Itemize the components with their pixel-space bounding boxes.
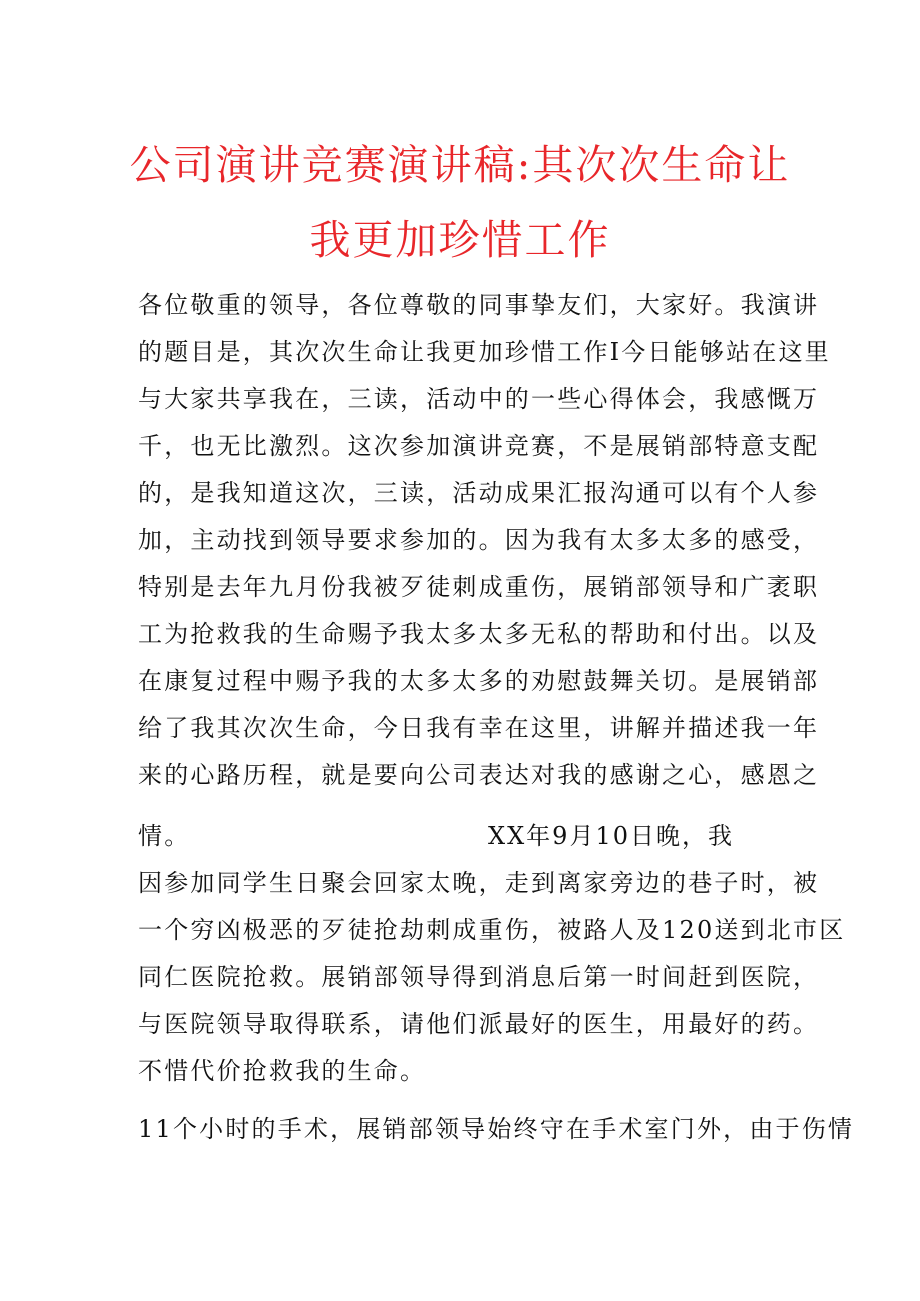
paragraph-2-line: 同仁医院抢救。展销部领导得到消息后第一时间赶到医院， <box>138 963 820 991</box>
paragraph-1-line: 在康复过程中赐予我的太多太多的劝慰鼓舞关切。是展销部 <box>138 667 820 695</box>
document-title-line-2: 我更加珍惜工作 <box>309 216 611 264</box>
paragraph-2-line: 一个穷凶极恶的歹徒抢劫刺成重伤，被路人及120送到北市区 <box>138 916 846 944</box>
paragraph-1-line: 的，是我知道这次，三读，活动成果汇报沟通可以有个人参 <box>138 479 820 507</box>
paragraph-1-line: 加，主动找到领导要求参加的。因为我有太多太多的感受， <box>138 526 820 554</box>
paragraph-2-line: 不惜代价抢救我的生命。 <box>138 1057 427 1085</box>
paragraph-3-line: 11个小时的手术，展销部领导始终守在手术室门外，由于伤情 <box>138 1115 855 1143</box>
paragraph-1-line: 各位敬重的领导，各位尊敬的同事挚友们，大家好。我演讲 <box>138 291 820 319</box>
paragraph-1-line: 与大家共享我在，三读，活动中的一些心得体会，我感慨万 <box>138 385 820 413</box>
paragraph-1-line: 给了我其次次生命，今日我有幸在这里，讲解并描述我一年 <box>138 714 820 742</box>
paragraph-1-line: 千，也无比激烈。这次参加演讲竞赛，不是展销部特意支配 <box>138 432 820 460</box>
paragraph-1-line: 来的心路历程，就是要向公司表达对我的感谢之心，感恩之 <box>138 761 820 789</box>
document-title-line-1: 公司演讲竞赛演讲稿:其次次生命让 <box>129 141 791 189</box>
paragraph-1-line: 特别是去年九月份我被歹徒刺成重伤，展销部领导和广袤职 <box>138 573 820 601</box>
paragraph-1-line: 工为抢救我的生命赐予我太多太多无私的帮助和付出。以及 <box>138 620 820 648</box>
paragraph-2-line: 与医院领导取得联系，请他们派最好的医生，用最好的药。 <box>138 1010 820 1038</box>
paragraph-2-line: 因参加同学生日聚会回家太晚，走到离家旁边的巷子时，被 <box>138 869 820 897</box>
paragraph-1-line: 情。 <box>138 822 191 850</box>
date-line: XX年9月10日晚，我 <box>488 822 734 850</box>
paragraph-1-line: 的题目是，其次次生命让我更加珍惜工作I今日能够站在这里 <box>138 338 831 366</box>
